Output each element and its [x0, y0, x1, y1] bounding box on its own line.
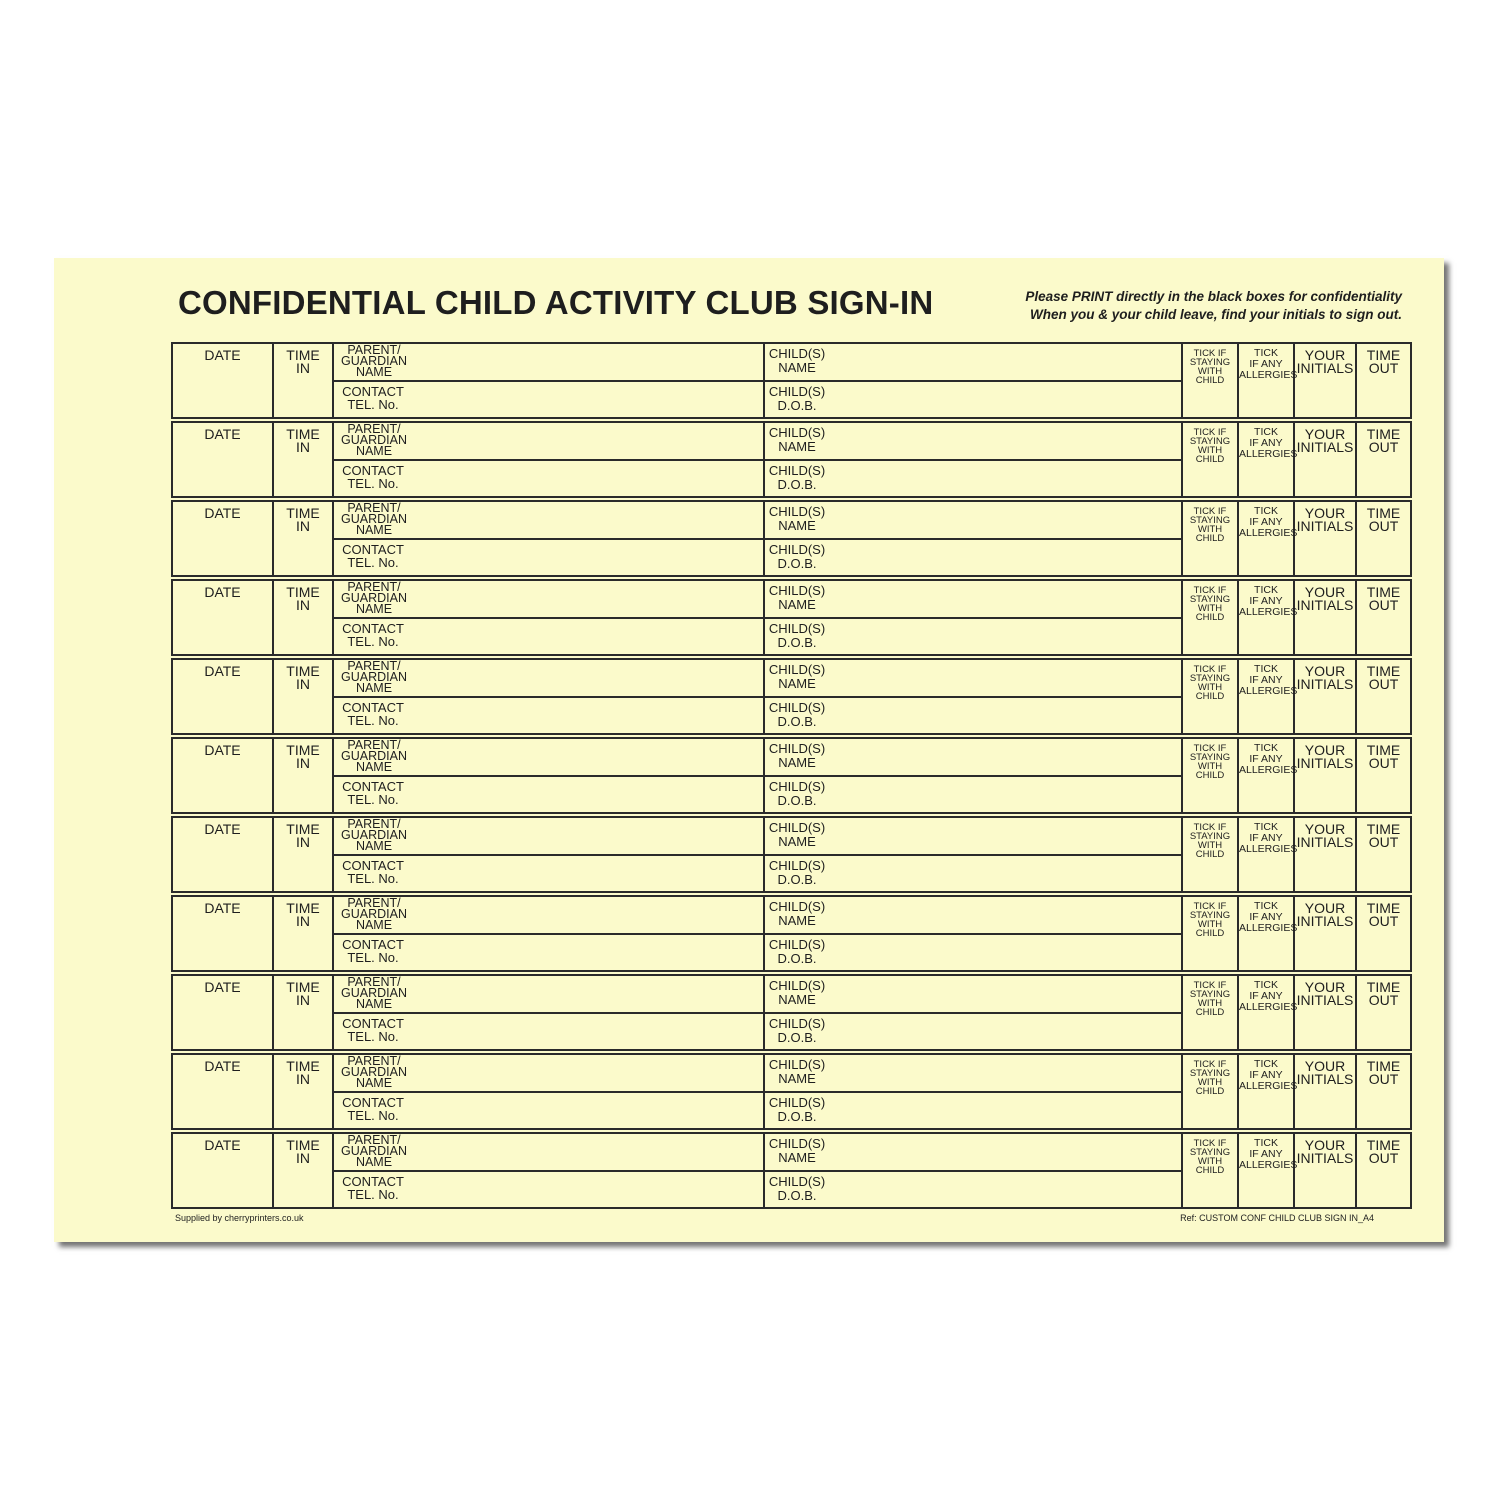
time-out-cell[interactable] — [1357, 502, 1410, 575]
child-name-box[interactable] — [765, 976, 1181, 1012]
child-dob-label: CHILD(S) D.O.B. — [768, 542, 826, 571]
allergies-label: TICK IF ANY ALLERGIES — [1239, 347, 1298, 381]
contact-line — [334, 461, 1181, 496]
staying-label: TICK IF STAYING WITH CHILD — [1189, 348, 1231, 386]
time-in-cell[interactable] — [274, 739, 334, 812]
contact-line — [334, 382, 1181, 417]
contact-tel-box[interactable] — [334, 1014, 765, 1049]
child-dob-box[interactable] — [765, 619, 1181, 654]
child-name-box[interactable] — [765, 1055, 1181, 1091]
child-dob-label: CHILD(S) D.O.B. — [768, 1095, 826, 1124]
allergies-cell[interactable] — [1239, 1134, 1298, 1207]
date-label: DATE — [204, 426, 241, 442]
time-in-cell[interactable] — [274, 502, 334, 575]
initials-cell[interactable] — [1295, 897, 1357, 970]
child-dob-label: CHILD(S) D.O.B. — [768, 700, 826, 729]
name-line — [334, 818, 1181, 856]
contact-line — [334, 1172, 1181, 1207]
child-dob-box[interactable] — [765, 540, 1181, 575]
allergies-label: TICK IF ANY ALLERGIES — [1239, 663, 1298, 697]
allergies-cell[interactable] — [1239, 976, 1298, 1049]
child-name-box[interactable] — [765, 502, 1181, 538]
initials-label: YOUR INITIALS — [1296, 505, 1354, 534]
parent-name-label: PARENT/ GUARDIAN NAME — [341, 580, 407, 616]
date-label: DATE — [204, 347, 241, 363]
staying-with-child-cell[interactable] — [1183, 581, 1239, 654]
time-in-cell[interactable] — [274, 660, 334, 733]
sign-in-row — [171, 658, 1412, 735]
initials-cell[interactable] — [1295, 976, 1357, 1049]
contact-line — [334, 935, 1181, 970]
time-in-label: TIME IN — [286, 426, 320, 455]
allergies-cell[interactable] — [1239, 581, 1298, 654]
child-dob-label: CHILD(S) D.O.B. — [768, 937, 826, 966]
time-out-cell[interactable] — [1357, 1055, 1410, 1128]
parent-name-box[interactable] — [334, 897, 765, 933]
time-out-cell[interactable] — [1357, 976, 1410, 1049]
staying-with-child-cell[interactable] — [1183, 423, 1239, 496]
time-out-cell[interactable] — [1357, 423, 1410, 496]
staying-with-child-cell[interactable] — [1183, 502, 1239, 575]
date-cell[interactable] — [173, 502, 274, 575]
date-cell[interactable] — [173, 897, 274, 970]
details-cell — [334, 581, 1183, 654]
sign-in-row — [171, 579, 1412, 656]
time-out-label: TIME OUT — [1366, 663, 1401, 692]
child-name-label: CHILD(S) NAME — [768, 504, 826, 533]
staying-label: TICK IF STAYING WITH CHILD — [1189, 664, 1231, 702]
time-in-cell[interactable] — [274, 897, 334, 970]
time-in-cell[interactable] — [274, 1055, 334, 1128]
staying-with-child-cell[interactable] — [1183, 1055, 1239, 1128]
sign-in-row — [171, 737, 1412, 814]
initials-label: YOUR INITIALS — [1296, 426, 1354, 455]
details-cell — [334, 1134, 1183, 1207]
allergies-label: TICK IF ANY ALLERGIES — [1239, 742, 1298, 776]
staying-label: TICK IF STAYING WITH CHILD — [1189, 585, 1231, 623]
date-cell[interactable] — [173, 739, 274, 812]
details-cell — [334, 344, 1183, 417]
name-line — [334, 1055, 1181, 1093]
contact-tel-box[interactable] — [334, 1093, 765, 1128]
contact-tel-box[interactable] — [334, 382, 765, 417]
parent-name-box[interactable] — [334, 502, 765, 538]
instruction-line-1: Please PRINT directly in the black boxes for confidentiality — [1025, 289, 1402, 304]
time-out-cell[interactable] — [1357, 660, 1410, 733]
contact-tel-box[interactable] — [334, 777, 765, 812]
contact-line — [334, 698, 1181, 733]
child-name-box[interactable] — [765, 897, 1181, 933]
date-label: DATE — [204, 742, 241, 758]
child-name-label: CHILD(S) NAME — [768, 425, 826, 454]
staying-with-child-cell[interactable] — [1183, 897, 1239, 970]
contact-line — [334, 856, 1181, 891]
child-dob-box[interactable] — [765, 698, 1181, 733]
allergies-label: TICK IF ANY ALLERGIES — [1239, 426, 1298, 460]
time-in-cell[interactable] — [274, 1134, 334, 1207]
child-name-label: CHILD(S) NAME — [768, 346, 826, 375]
allergies-label: TICK IF ANY ALLERGIES — [1239, 1058, 1298, 1092]
name-line — [334, 976, 1181, 1014]
instruction-line-2: When you & your child leave, find your initials to sign out. — [1029, 307, 1402, 322]
child-name-box[interactable] — [765, 818, 1181, 854]
parent-name-label: PARENT/ GUARDIAN NAME — [341, 501, 407, 537]
initials-cell[interactable] — [1295, 739, 1357, 812]
contact-tel-label: CONTACT TEL. No. — [342, 1095, 404, 1123]
initials-cell[interactable] — [1295, 1134, 1357, 1207]
child-name-label: CHILD(S) NAME — [768, 662, 826, 691]
child-dob-label: CHILD(S) D.O.B. — [768, 384, 826, 413]
contact-tel-label: CONTACT TEL. No. — [342, 937, 404, 965]
contact-tel-box[interactable] — [334, 619, 765, 654]
date-label: DATE — [204, 584, 241, 600]
parent-name-box[interactable] — [334, 1134, 765, 1170]
date-label: DATE — [204, 900, 241, 916]
details-cell — [334, 976, 1183, 1049]
parent-name-label: PARENT/ GUARDIAN NAME — [341, 896, 407, 932]
child-dob-label: CHILD(S) D.O.B. — [768, 463, 826, 492]
time-out-label: TIME OUT — [1366, 1058, 1401, 1087]
date-label: DATE — [204, 821, 241, 837]
contact-line — [334, 1014, 1181, 1049]
time-in-label: TIME IN — [286, 584, 320, 613]
parent-name-box[interactable] — [334, 976, 765, 1012]
child-name-box[interactable] — [765, 344, 1181, 380]
sign-in-rows — [171, 342, 1412, 1211]
initials-cell[interactable] — [1295, 818, 1357, 891]
time-out-label: TIME OUT — [1366, 584, 1401, 613]
details-cell — [334, 502, 1183, 575]
sign-in-row — [171, 342, 1412, 419]
date-cell[interactable] — [173, 1134, 274, 1207]
allergies-cell[interactable] — [1239, 344, 1298, 417]
time-out-label: TIME OUT — [1366, 900, 1401, 929]
initials-cell[interactable] — [1295, 660, 1357, 733]
time-in-cell[interactable] — [274, 344, 334, 417]
details-cell — [334, 660, 1183, 733]
staying-label: TICK IF STAYING WITH CHILD — [1189, 901, 1231, 939]
date-label: DATE — [204, 1137, 241, 1153]
allergies-cell[interactable] — [1239, 423, 1298, 496]
date-cell[interactable] — [173, 660, 274, 733]
staying-with-child-cell[interactable] — [1183, 739, 1239, 812]
allergies-label: TICK IF ANY ALLERGIES — [1239, 505, 1298, 539]
initials-label: YOUR INITIALS — [1296, 1137, 1354, 1166]
initials-label: YOUR INITIALS — [1296, 821, 1354, 850]
child-dob-label: CHILD(S) D.O.B. — [768, 621, 826, 650]
allergies-cell[interactable] — [1239, 897, 1298, 970]
name-line — [334, 1134, 1181, 1172]
parent-name-label: PARENT/ GUARDIAN NAME — [341, 975, 407, 1011]
details-cell — [334, 818, 1183, 891]
staying-label: TICK IF STAYING WITH CHILD — [1189, 1138, 1231, 1176]
time-in-cell[interactable] — [274, 423, 334, 496]
sign-in-row — [171, 1053, 1412, 1130]
contact-line — [334, 619, 1181, 654]
time-out-cell[interactable] — [1357, 897, 1410, 970]
date-cell[interactable] — [173, 581, 274, 654]
time-in-label: TIME IN — [286, 663, 320, 692]
staying-with-child-cell[interactable] — [1183, 1134, 1239, 1207]
parent-name-box[interactable] — [334, 581, 765, 617]
date-cell[interactable] — [173, 344, 274, 417]
date-label: DATE — [204, 505, 241, 521]
initials-label: YOUR INITIALS — [1296, 1058, 1354, 1087]
date-cell[interactable] — [173, 976, 274, 1049]
parent-name-box[interactable] — [334, 423, 765, 459]
parent-name-box[interactable] — [334, 660, 765, 696]
initials-label: YOUR INITIALS — [1296, 742, 1354, 771]
child-name-label: CHILD(S) NAME — [768, 1057, 826, 1086]
parent-name-label: PARENT/ GUARDIAN NAME — [341, 659, 407, 695]
child-name-box[interactable] — [765, 423, 1181, 459]
time-out-cell[interactable] — [1357, 344, 1410, 417]
initials-label: YOUR INITIALS — [1296, 584, 1354, 613]
details-cell — [334, 739, 1183, 812]
time-out-cell[interactable] — [1357, 739, 1410, 812]
child-name-box[interactable] — [765, 581, 1181, 617]
child-name-label: CHILD(S) NAME — [768, 899, 826, 928]
contact-tel-label: CONTACT TEL. No. — [342, 1174, 404, 1202]
child-name-box[interactable] — [765, 739, 1181, 775]
staying-with-child-cell[interactable] — [1183, 660, 1239, 733]
time-in-label: TIME IN — [286, 505, 320, 534]
time-in-cell[interactable] — [274, 976, 334, 1049]
time-in-label: TIME IN — [286, 900, 320, 929]
name-line — [334, 897, 1181, 935]
staying-label: TICK IF STAYING WITH CHILD — [1189, 822, 1231, 860]
allergies-cell[interactable] — [1239, 739, 1298, 812]
time-in-label: TIME IN — [286, 821, 320, 850]
child-dob-box[interactable] — [765, 461, 1181, 496]
time-out-cell[interactable] — [1357, 1134, 1410, 1207]
time-out-label: TIME OUT — [1366, 979, 1401, 1008]
contact-tel-label: CONTACT TEL. No. — [342, 1016, 404, 1044]
parent-name-label: PARENT/ GUARDIAN NAME — [341, 817, 407, 853]
staying-label: TICK IF STAYING WITH CHILD — [1189, 1059, 1231, 1097]
allergies-label: TICK IF ANY ALLERGIES — [1239, 1137, 1298, 1171]
form-instructions — [1025, 288, 1402, 324]
contact-tel-box[interactable] — [334, 540, 765, 575]
supplier-note: Supplied by cherryprinters.co.uk — [175, 1213, 304, 1223]
child-dob-box[interactable] — [765, 1093, 1181, 1128]
parent-name-label: PARENT/ GUARDIAN NAME — [341, 1054, 407, 1090]
contact-tel-label: CONTACT TEL. No. — [342, 542, 404, 570]
contact-tel-box[interactable] — [334, 935, 765, 970]
contact-tel-box[interactable] — [334, 856, 765, 891]
child-dob-label: CHILD(S) D.O.B. — [768, 1016, 826, 1045]
contact-tel-label: CONTACT TEL. No. — [342, 700, 404, 728]
time-out-label: TIME OUT — [1366, 426, 1401, 455]
allergies-cell[interactable] — [1239, 1055, 1298, 1128]
parent-name-label: PARENT/ GUARDIAN NAME — [341, 422, 407, 458]
staying-with-child-cell[interactable] — [1183, 818, 1239, 891]
details-cell — [334, 1055, 1183, 1128]
sign-in-row — [171, 500, 1412, 577]
time-out-cell[interactable] — [1357, 581, 1410, 654]
time-in-cell[interactable] — [274, 581, 334, 654]
contact-tel-box[interactable] — [334, 461, 765, 496]
time-out-label: TIME OUT — [1366, 347, 1401, 376]
child-dob-box[interactable] — [765, 935, 1181, 970]
contact-tel-label: CONTACT TEL. No. — [342, 779, 404, 807]
sign-in-sheet — [54, 258, 1444, 1242]
time-in-label: TIME IN — [286, 1137, 320, 1166]
parent-name-label: PARENT/ GUARDIAN NAME — [341, 738, 407, 774]
child-dob-box[interactable] — [765, 382, 1181, 417]
child-name-label: CHILD(S) NAME — [768, 583, 826, 612]
allergies-label: TICK IF ANY ALLERGIES — [1239, 584, 1298, 618]
child-dob-label: CHILD(S) D.O.B. — [768, 858, 826, 887]
sign-in-row — [171, 421, 1412, 498]
time-in-label: TIME IN — [286, 742, 320, 771]
child-dob-label: CHILD(S) D.O.B. — [768, 779, 826, 808]
child-name-label: CHILD(S) NAME — [768, 1136, 826, 1165]
parent-name-box[interactable] — [334, 739, 765, 775]
initials-cell[interactable] — [1295, 344, 1357, 417]
contact-tel-label: CONTACT TEL. No. — [342, 463, 404, 491]
sign-in-row — [171, 1132, 1412, 1209]
child-name-label: CHILD(S) NAME — [768, 820, 826, 849]
initials-cell[interactable] — [1295, 581, 1357, 654]
initials-label: YOUR INITIALS — [1296, 979, 1354, 1008]
contact-line — [334, 540, 1181, 575]
allergies-cell[interactable] — [1239, 818, 1298, 891]
time-out-label: TIME OUT — [1366, 742, 1401, 771]
child-name-box[interactable] — [765, 660, 1181, 696]
form-title: CONFIDENTIAL CHILD ACTIVITY CLUB SIGN-IN — [178, 284, 934, 321]
child-dob-box[interactable] — [765, 1014, 1181, 1049]
child-dob-box[interactable] — [765, 856, 1181, 891]
child-dob-box[interactable] — [765, 777, 1181, 812]
allergies-label: TICK IF ANY ALLERGIES — [1239, 821, 1298, 855]
staying-label: TICK IF STAYING WITH CHILD — [1189, 427, 1231, 465]
date-cell[interactable] — [173, 1055, 274, 1128]
name-line — [334, 739, 1181, 777]
parent-name-label: PARENT/ GUARDIAN NAME — [341, 1133, 407, 1169]
initials-cell[interactable] — [1295, 502, 1357, 575]
name-line — [334, 660, 1181, 698]
parent-name-box[interactable] — [334, 1055, 765, 1091]
date-cell[interactable] — [173, 818, 274, 891]
time-in-cell[interactable] — [274, 818, 334, 891]
reference-code: Ref: CUSTOM CONF CHILD CLUB SIGN IN_A4 — [1180, 1213, 1374, 1223]
parent-name-box[interactable] — [334, 344, 765, 380]
allergies-label: TICK IF ANY ALLERGIES — [1239, 979, 1298, 1013]
allergies-cell[interactable] — [1239, 660, 1298, 733]
name-line — [334, 344, 1181, 382]
details-cell — [334, 897, 1183, 970]
date-cell[interactable] — [173, 423, 274, 496]
contact-line — [334, 1093, 1181, 1128]
initials-cell[interactable] — [1295, 423, 1357, 496]
parent-name-box[interactable] — [334, 818, 765, 854]
initials-label: YOUR INITIALS — [1296, 347, 1354, 376]
initials-cell[interactable] — [1295, 1055, 1357, 1128]
sign-in-row — [171, 974, 1412, 1051]
date-label: DATE — [204, 979, 241, 995]
details-cell — [334, 423, 1183, 496]
contact-tel-label: CONTACT TEL. No. — [342, 384, 404, 412]
staying-label: TICK IF STAYING WITH CHILD — [1189, 743, 1231, 781]
time-out-label: TIME OUT — [1366, 1137, 1401, 1166]
sign-in-row — [171, 816, 1412, 893]
time-out-cell[interactable] — [1357, 818, 1410, 891]
child-dob-label: CHILD(S) D.O.B. — [768, 1174, 826, 1203]
contact-tel-box[interactable] — [334, 698, 765, 733]
initials-label: YOUR INITIALS — [1296, 663, 1354, 692]
name-line — [334, 423, 1181, 461]
sign-in-row — [171, 895, 1412, 972]
staying-with-child-cell[interactable] — [1183, 976, 1239, 1049]
contact-line — [334, 777, 1181, 812]
date-label: DATE — [204, 1058, 241, 1074]
time-out-label: TIME OUT — [1366, 505, 1401, 534]
time-in-label: TIME IN — [286, 979, 320, 1008]
child-name-label: CHILD(S) NAME — [768, 741, 826, 770]
contact-tel-box[interactable] — [334, 1172, 765, 1207]
parent-name-label: PARENT/ GUARDIAN NAME — [341, 343, 407, 379]
name-line — [334, 502, 1181, 540]
staying-label: TICK IF STAYING WITH CHILD — [1189, 506, 1231, 544]
staying-with-child-cell[interactable] — [1183, 344, 1239, 417]
contact-tel-label: CONTACT TEL. No. — [342, 621, 404, 649]
child-dob-box[interactable] — [765, 1172, 1181, 1207]
time-in-label: TIME IN — [286, 347, 320, 376]
time-in-label: TIME IN — [286, 1058, 320, 1087]
allergies-cell[interactable] — [1239, 502, 1298, 575]
initials-label: YOUR INITIALS — [1296, 900, 1354, 929]
time-out-label: TIME OUT — [1366, 821, 1401, 850]
allergies-label: TICK IF ANY ALLERGIES — [1239, 900, 1298, 934]
staying-label: TICK IF STAYING WITH CHILD — [1189, 980, 1231, 1018]
contact-tel-label: CONTACT TEL. No. — [342, 858, 404, 886]
child-name-box[interactable] — [765, 1134, 1181, 1170]
date-label: DATE — [204, 663, 241, 679]
name-line — [334, 581, 1181, 619]
child-name-label: CHILD(S) NAME — [768, 978, 826, 1007]
